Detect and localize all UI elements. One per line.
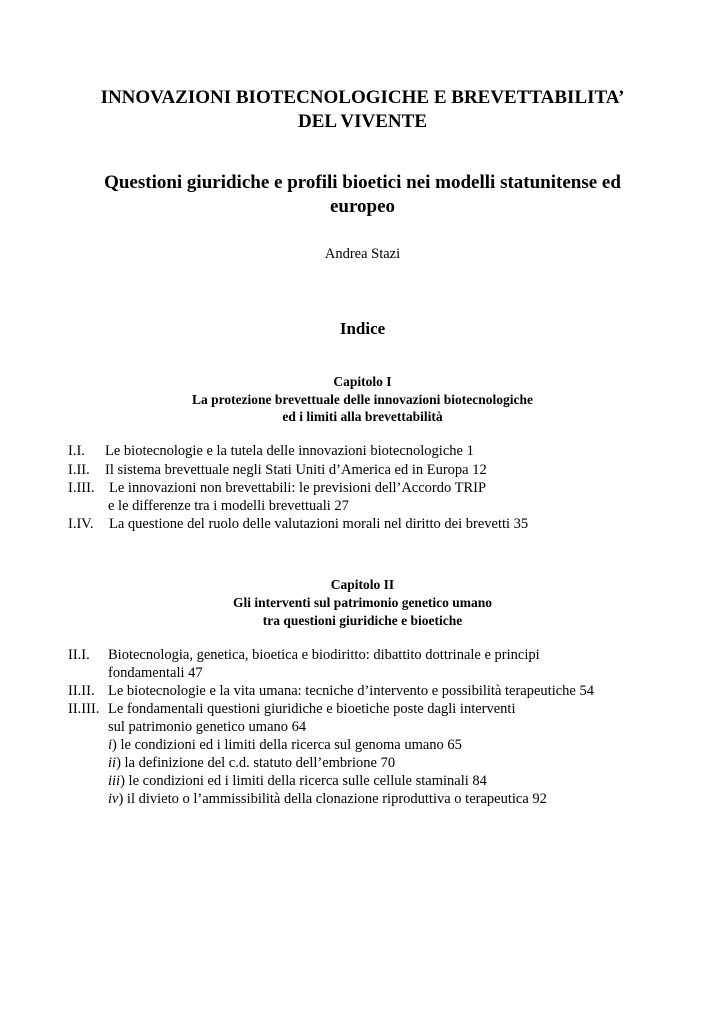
entry-number: I.IV. <box>68 516 94 532</box>
subitem-text: ) le condizioni ed i limiti della ricerca sul genoma umano 65 <box>112 737 462 753</box>
chapter2-title-line1: Gli interventi sul patrimonio genetico umano <box>232 595 493 610</box>
entry-number: II.I. <box>68 647 90 663</box>
subtitle-line1: Questioni giuridiche e profili bioetici nei modelli statunitense ed <box>104 172 621 193</box>
author-name: Andrea Stazi <box>324 246 401 262</box>
entry-number: II.II. <box>68 683 95 699</box>
chapter1-title-line2: ed i limiti alla brevettabilità <box>282 409 443 424</box>
subitem-text: ) le condizioni ed i limiti della ricerca sulle cellule staminali 84 <box>120 773 487 789</box>
subitem-mark: ii <box>108 755 117 771</box>
entry-number: I.I. <box>68 443 85 459</box>
index-heading: Indice <box>339 319 386 338</box>
entry-number: I.II. <box>68 462 90 478</box>
subitem <box>108 737 462 754</box>
entry-number: I.III. <box>68 480 95 496</box>
entry-text: Le innovazioni non brevettabili: le previsioni dell’Accordo TRIP <box>109 480 487 496</box>
entry-continuation-text: e le differenze tra i modelli brevettuali 27 <box>108 498 349 514</box>
entry-text: La questione del ruolo delle valutazioni morali nel diritto dei brevetti 35 <box>109 516 529 532</box>
chapter2-label: Capitolo II <box>330 577 395 592</box>
chapter1-title-line1: La protezione brevettuale delle innovazioni biotecnologiche <box>191 392 534 407</box>
chapter2-title-line2: tra questioni giuridiche e bioetiche <box>262 613 463 628</box>
subitem-text: ) il divieto o l’ammissibilità della clonazione riproduttiva o terapeutica 92 <box>118 791 547 807</box>
main-title-line2: DEL VIVENTE <box>297 111 427 132</box>
entry-text: Le fondamentali questioni giuridiche e bioetiche poste dagli interventi <box>108 701 516 717</box>
entry-continuation-text: sul patrimonio genetico umano 64 <box>108 719 307 735</box>
chapter1-label: Capitolo I <box>333 374 392 389</box>
subitem-mark: i <box>108 737 113 753</box>
entry-text: Le biotecnologie e la vita umana: tecniche d’intervento e possibilità terapeutiche 54 <box>108 683 594 699</box>
subtitle-line2: europeo <box>329 196 396 217</box>
entry-number: II.III. <box>68 701 100 717</box>
subitem-mark: iii <box>108 773 121 789</box>
subitem <box>108 773 487 790</box>
entry-text: Le biotecnologie e la tutela delle innovazioni biotecnologiche 1 <box>105 443 474 459</box>
subitem <box>108 791 547 808</box>
entry-continuation-text: fondamentali 47 <box>108 665 203 681</box>
subitem-text: ) la definizione del c.d. statuto dell’embrione 70 <box>116 755 396 771</box>
subitem <box>108 755 395 772</box>
main-title-line1: INNOVAZIONI BIOTECNOLOGICHE E BREVETTABILITA’ <box>100 87 625 108</box>
subitem-mark: iv <box>108 791 119 807</box>
entry-text: Biotecnologia, genetica, bioetica e biodiritto: dibattito dottrinale e principi <box>108 647 540 663</box>
entry-text: Il sistema brevettuale negli Stati Uniti d’America ed in Europa 12 <box>105 462 487 478</box>
